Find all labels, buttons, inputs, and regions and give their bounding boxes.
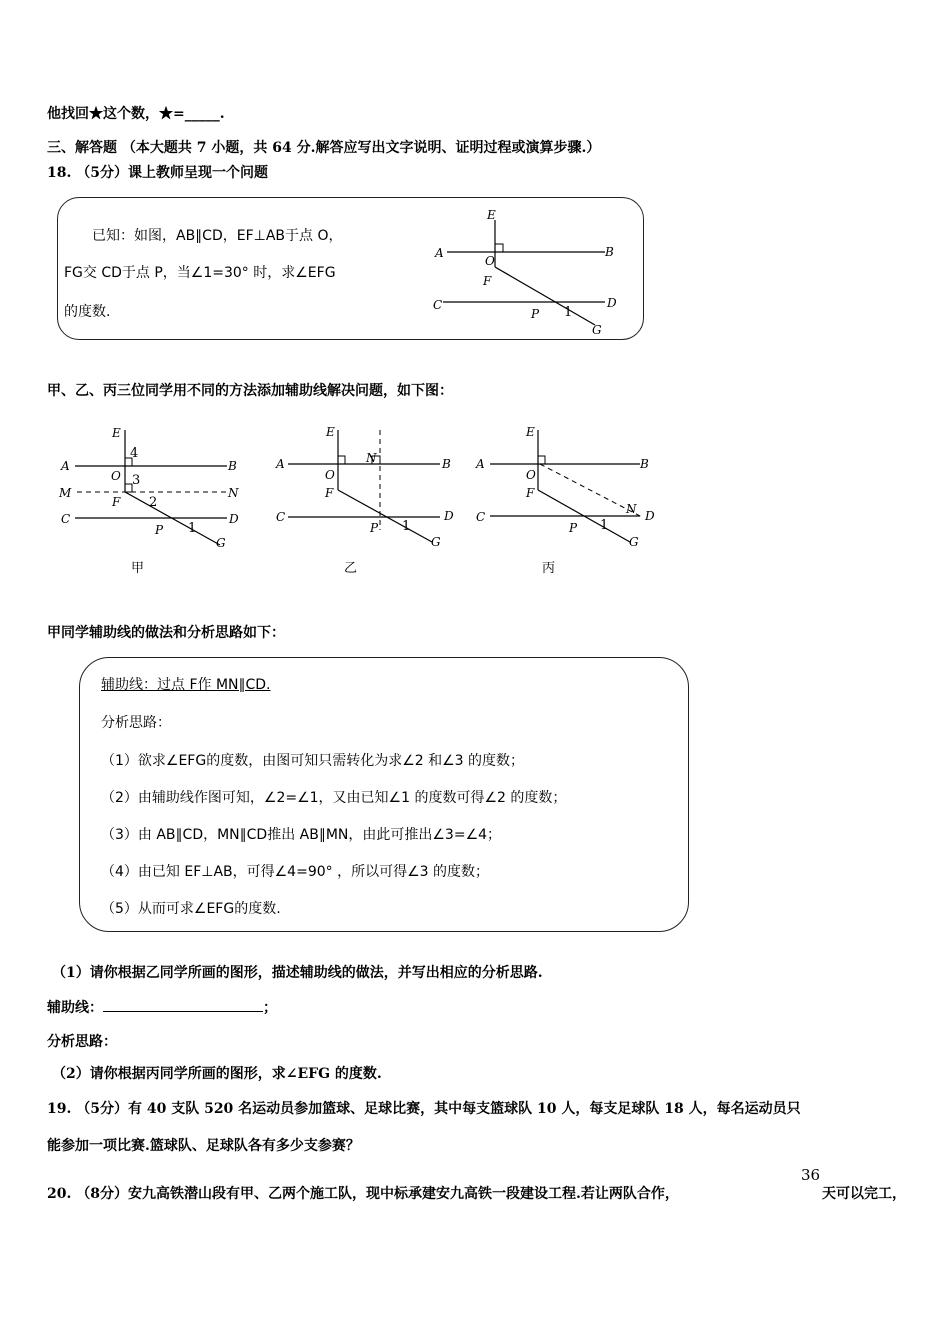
yi-D: D	[444, 509, 454, 523]
given-line-2: FG交 CD于点 P，当∠1=30° 时，求∠EFG	[64, 265, 336, 281]
section-header: 三、解答题 （本大题共 7 小题，共 64 分.解答应写出文字说明、证明过程或演算步骤.）	[47, 140, 601, 156]
jia-intro: 甲同学辅助线的做法和分析思路如下：	[47, 625, 285, 641]
jia-G: G	[216, 536, 226, 550]
given-line-3: 的度数.	[64, 304, 111, 320]
bing-F: F	[526, 486, 535, 500]
label-1: 1	[564, 305, 573, 320]
analysis-label: 分析思路：	[47, 1034, 117, 1050]
bing-C: C	[476, 510, 486, 524]
yi-P: P	[370, 521, 379, 535]
yi-N: N	[366, 451, 377, 465]
fraction-numerator: 36	[801, 1166, 821, 1184]
bing-N: N	[626, 502, 637, 516]
label-P: P	[531, 307, 540, 321]
bing-B: B	[640, 457, 649, 471]
jia-N: N	[228, 486, 239, 500]
yi-1: 1	[402, 519, 411, 534]
label-E: E	[487, 208, 496, 222]
jia-C: C	[61, 512, 71, 526]
yi-G: G	[431, 535, 441, 549]
bing-A: A	[476, 457, 485, 471]
jia-A: A	[61, 459, 70, 473]
methods-intro: 甲、乙、丙三位同学用不同的方法添加辅助线解决问题，如下图：	[47, 383, 453, 399]
step-4: （4）由已知 EF⊥AB，可得∠4=90° ，所以可得∠3 的度数；	[101, 864, 489, 880]
aux-line-text: 辅助线：过点 F作 MN∥CD.	[101, 677, 271, 693]
label-F: F	[483, 274, 492, 288]
label-B: B	[605, 245, 614, 259]
aux-tail: ；	[263, 1000, 277, 1016]
figure-yi	[270, 420, 470, 580]
bing-P: P	[569, 521, 578, 535]
jia-1: 1	[188, 521, 197, 536]
bing-D: D	[645, 509, 655, 523]
figure-bing	[470, 420, 670, 580]
bing-G: G	[629, 535, 639, 549]
label-C: C	[433, 298, 443, 312]
jia-E: E	[112, 426, 121, 440]
label-O: O	[485, 254, 495, 268]
q20-line-1: 20. （8分）安九高铁潜山段有甲、乙两个施工队，现中标承建安九高铁一段建设工程.若让两队合作，	[47, 1186, 679, 1202]
jia-F: F	[112, 495, 121, 509]
step-1: （1）欲求∠EFG的度数，由图可知只需转化为求∠2 和∠3 的度数；	[101, 753, 525, 769]
aux-answer-line	[47, 997, 277, 1017]
caption-bing: 丙	[542, 561, 556, 576]
bing-1: 1	[600, 518, 609, 533]
yi-E: E	[326, 425, 335, 439]
jia-3: 3	[132, 473, 141, 488]
yi-A: A	[276, 457, 285, 471]
yi-B: B	[442, 457, 451, 471]
jia-B: B	[228, 459, 237, 473]
bing-E: E	[526, 425, 535, 439]
caption-jia: 甲	[131, 561, 145, 576]
part-1: （1）请你根据乙同学所画的图形，描述辅助线的做法，并写出相应的分析思路.	[52, 965, 543, 981]
step-5: （5）从而可求∠EFG的度数.	[101, 901, 281, 917]
jia-4: 4	[130, 446, 139, 461]
q19-line-2: 能参加一项比赛.篮球队、足球队各有多少支参赛？	[47, 1138, 360, 1154]
caption-yi: 乙	[344, 561, 358, 576]
problem-figure	[425, 205, 625, 340]
analysis-title: 分析思路：	[101, 715, 171, 731]
label-G: G	[592, 323, 602, 337]
jia-P: P	[155, 523, 164, 537]
jia-D: D	[229, 512, 239, 526]
jia-O: O	[111, 469, 121, 483]
part-2: （2）请你根据丙同学所画的图形，求∠EFG 的度数.	[52, 1066, 382, 1082]
top-line: 他找回★这个数，★=_____.	[47, 106, 225, 122]
label-D: D	[607, 296, 617, 310]
q18-title: 18. （5分）课上教师呈现一个问题	[47, 165, 268, 181]
bing-O: O	[526, 468, 536, 482]
label-A: A	[435, 246, 444, 260]
yi-F: F	[325, 486, 334, 500]
jia-2: 2	[149, 495, 158, 510]
given-line-1: 已知：如图，AB∥CD，EF⊥AB于点 O，	[92, 228, 343, 244]
q19-line-1: 19. （5分）有 40 支队 520 名运动员参加篮球、足球比赛，其中每支篮球队 10 人，每支足球队 18 人，每名运动员只	[47, 1101, 801, 1117]
step-3: （3）由 AB∥CD，MN∥CD推出 AB∥MN，由此可推出∠3=∠4；	[101, 827, 502, 843]
aux-answer-blank[interactable]	[103, 997, 263, 1012]
q20-line-1-tail: 天可以完工，	[822, 1186, 906, 1202]
aux-label: 辅助线：	[47, 1000, 103, 1016]
jia-M: M	[59, 486, 72, 500]
yi-O: O	[325, 468, 335, 482]
step-2: （2）由辅助线作图可知，∠2=∠1，又由已知∠1 的度数可得∠2 的度数；	[101, 790, 567, 806]
figure-jia	[55, 420, 255, 580]
yi-C: C	[276, 510, 286, 524]
